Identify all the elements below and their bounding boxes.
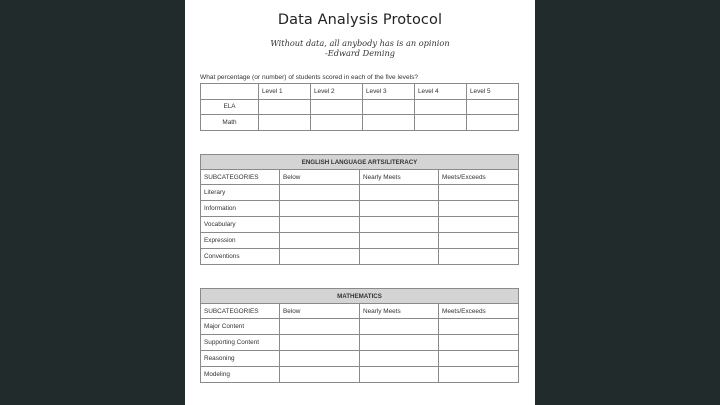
row-label: Math xyxy=(201,115,259,131)
table-row xyxy=(201,115,519,131)
input-cell[interactable] xyxy=(467,115,519,131)
levels-header-cell xyxy=(201,84,259,100)
input-cell[interactable] xyxy=(280,335,360,351)
row-label: Literary xyxy=(201,185,280,201)
document-title: Data Analysis Protocol xyxy=(277,12,443,28)
input-cell[interactable] xyxy=(439,335,519,351)
input-cell[interactable] xyxy=(280,367,360,383)
levels-header-cell: Level 4 xyxy=(415,84,467,100)
quote-author: -Edward Deming xyxy=(325,48,395,58)
row-label: Reasoning xyxy=(201,351,280,367)
input-cell[interactable] xyxy=(439,319,519,335)
input-cell[interactable] xyxy=(280,201,360,217)
table-row xyxy=(201,99,519,115)
table-row xyxy=(201,201,519,217)
math-column-header-row xyxy=(201,304,519,319)
input-cell[interactable] xyxy=(439,351,519,367)
input-cell[interactable] xyxy=(439,217,519,233)
input-cell[interactable] xyxy=(360,249,439,265)
table-row xyxy=(201,335,519,351)
levels-table xyxy=(200,83,519,131)
table-row xyxy=(201,249,519,265)
quote-text: Without data, all anybody has is an opinion xyxy=(270,38,450,48)
ela-column-header-row xyxy=(201,170,519,185)
table-row xyxy=(201,319,519,335)
levels-header-cell: Level 1 xyxy=(259,84,311,100)
input-cell[interactable] xyxy=(280,319,360,335)
row-label: Modeling xyxy=(201,367,280,383)
input-cell[interactable] xyxy=(280,351,360,367)
input-cell[interactable] xyxy=(467,99,519,115)
row-label: ELA xyxy=(201,99,259,115)
input-cell[interactable] xyxy=(363,99,415,115)
input-cell[interactable] xyxy=(280,185,360,201)
table-row xyxy=(201,233,519,249)
input-cell[interactable] xyxy=(360,351,439,367)
input-cell[interactable] xyxy=(415,115,467,131)
row-label: Information xyxy=(201,201,280,217)
ela-heading: ENGLISH LANGUAGE ARTS/LITERACY xyxy=(201,155,519,170)
input-cell[interactable] xyxy=(360,185,439,201)
row-label: Major Content xyxy=(201,319,280,335)
column-header: Meets/Exceeds xyxy=(439,304,519,319)
table-row xyxy=(201,217,519,233)
column-header: Below xyxy=(280,170,360,185)
document-page xyxy=(185,0,535,405)
input-cell[interactable] xyxy=(280,233,360,249)
levels-header-cell: Level 3 xyxy=(363,84,415,100)
input-cell[interactable] xyxy=(259,99,311,115)
input-cell[interactable] xyxy=(259,115,311,131)
input-cell[interactable] xyxy=(360,335,439,351)
input-cell[interactable] xyxy=(360,233,439,249)
row-label: Supporting Content xyxy=(201,335,280,351)
column-header: Nearly Meets xyxy=(360,304,439,319)
levels-prompt: What percentage (or number) of students scored in each of the five levels? xyxy=(200,74,419,81)
row-label: Expression xyxy=(201,233,280,249)
input-cell[interactable] xyxy=(360,319,439,335)
math-table xyxy=(200,288,519,383)
math-heading-row xyxy=(201,289,519,304)
math-heading: MATHEMATICS xyxy=(201,289,519,304)
input-cell[interactable] xyxy=(363,115,415,131)
column-header: Below xyxy=(280,304,360,319)
column-header: SUBCATEGORIES xyxy=(201,170,280,185)
column-header: SUBCATEGORIES xyxy=(201,304,280,319)
levels-header-row xyxy=(201,84,519,100)
input-cell[interactable] xyxy=(439,233,519,249)
input-cell[interactable] xyxy=(280,249,360,265)
ela-heading-row xyxy=(201,155,519,170)
column-header: Meets/Exceeds xyxy=(439,170,519,185)
column-header: Nearly Meets xyxy=(360,170,439,185)
table-row xyxy=(201,185,519,201)
row-label: Vocabulary xyxy=(201,217,280,233)
input-cell[interactable] xyxy=(360,201,439,217)
levels-header-cell: Level 2 xyxy=(311,84,363,100)
levels-header-cell: Level 5 xyxy=(467,84,519,100)
input-cell[interactable] xyxy=(280,217,360,233)
input-cell[interactable] xyxy=(439,201,519,217)
input-cell[interactable] xyxy=(360,217,439,233)
input-cell[interactable] xyxy=(439,249,519,265)
input-cell[interactable] xyxy=(311,99,363,115)
input-cell[interactable] xyxy=(311,115,363,131)
input-cell[interactable] xyxy=(360,367,439,383)
table-row xyxy=(201,367,519,383)
input-cell[interactable] xyxy=(415,99,467,115)
table-row xyxy=(201,351,519,367)
input-cell[interactable] xyxy=(439,367,519,383)
row-label: Conventions xyxy=(201,249,280,265)
input-cell[interactable] xyxy=(439,185,519,201)
ela-table xyxy=(200,154,519,265)
